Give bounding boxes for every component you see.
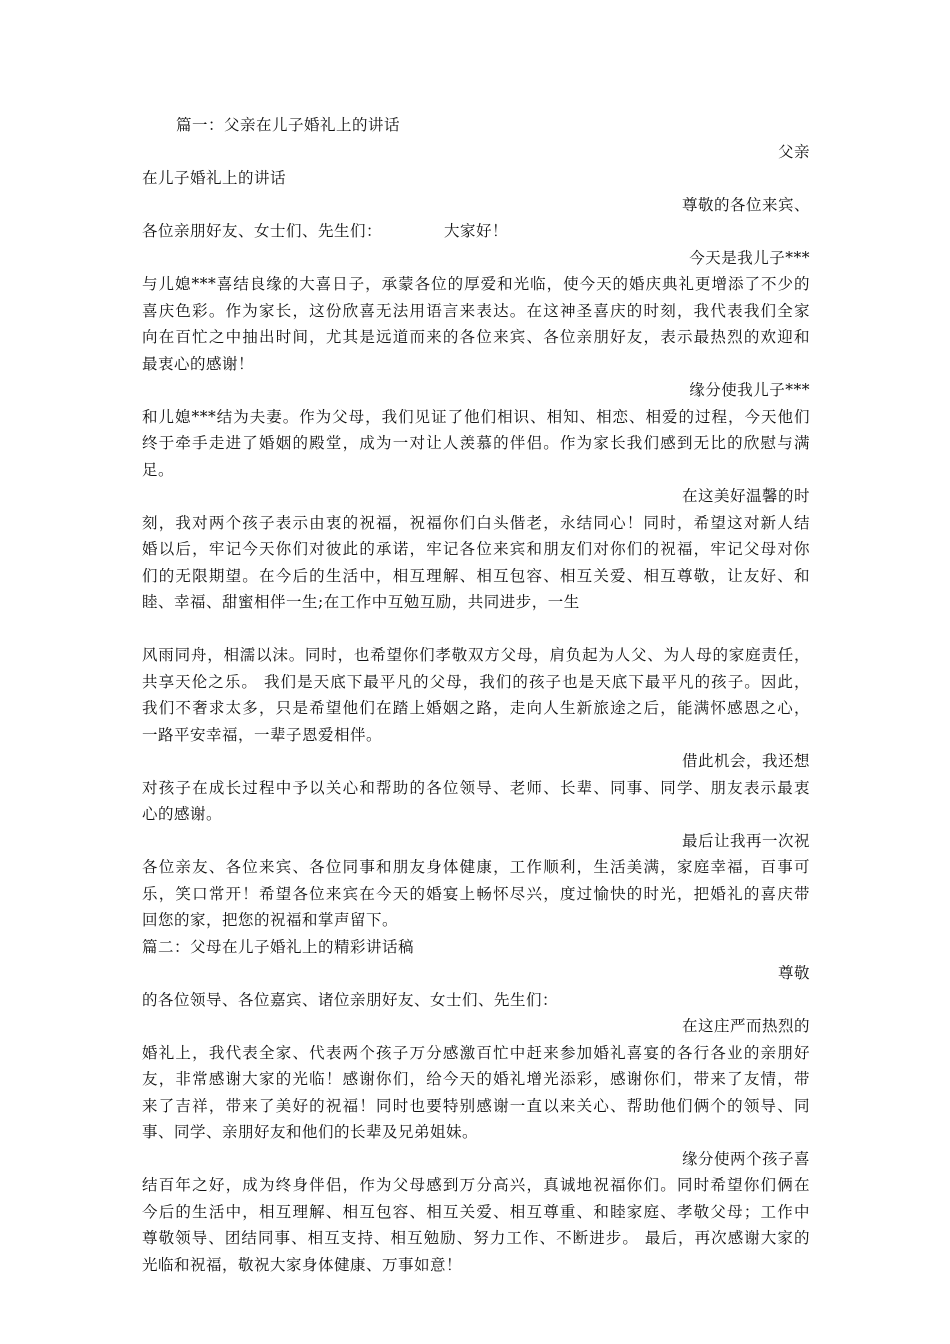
text-line: 尊敬领导、团结同事、相互支持、相互勉励、努力工作、不断进步。 最后，再次感谢大家的 xyxy=(142,1229,810,1247)
text-line: 刻，我对两个孩子表示由衷的祝福，祝福你们白头偕老，永结同心！同时，希望这对新人结 xyxy=(142,513,810,532)
text-line: 和儿媳***结为夫妻。作为父母，我们见证了他们相识、相知、相恋、相爱的过程，今天他们 xyxy=(142,407,810,426)
text-line: 足。 xyxy=(142,460,175,479)
text-line: 乐，笑口常开！希望各位来宾在今天的婚宴上畅怀尽兴，度过愉快的时光，把婚礼的喜庆带 xyxy=(142,884,810,903)
text-line: 借此机会，我还想 xyxy=(681,752,810,770)
greeting-line xyxy=(142,218,810,245)
text-line: 喜庆色彩。作为家长，这份欣喜无法用语言来表达。在这神圣喜庆的时刻，我代表我们全家 xyxy=(142,301,810,320)
text-line: 我们不奢求太多，只是希望他们在踏上婚姻之路，走向人生新旅途之后，能满怀感恩之心， xyxy=(142,699,810,717)
text-line: 与儿媳***喜结良缘的大喜日子，承蒙各位的厚爱和光临，使今天的婚庆典礼更增添了不少的 xyxy=(142,275,810,293)
text-line: 缘分使两个孩子喜 xyxy=(681,1149,810,1168)
text-line: 一路平安幸福，一辈子恩爱相伴。 xyxy=(142,725,383,744)
paragraph-gap xyxy=(142,616,810,643)
section-title: 篇二：父母在儿子婚礼上的精彩讲话稿 xyxy=(142,937,415,956)
text-line: 结百年之好，成为终身伴侣，作为父母感到万分高兴，真诚地祝福你们。同时希望你们俩在 xyxy=(142,1176,810,1194)
section-title: 篇一：父亲在儿子婚礼上的讲话 xyxy=(176,116,401,134)
text-line: 心的感谢。 xyxy=(142,805,223,823)
text-line: 在儿子婚礼上的讲话 xyxy=(142,169,287,187)
text-line: 们的无限期望。在今后的生活中，相互理解、相互包容、相互关爱、相互尊敬，让友好、和 xyxy=(142,566,810,585)
text-line: 友，非常感谢大家的光临！感谢你们，给今天的婚礼增光添彩，感谢你们，带来了友情，带 xyxy=(142,1070,810,1088)
text-line: 缘分使我儿子*** xyxy=(689,381,810,399)
text-line: 回您的家，把您的祝福和掌声留下。 xyxy=(142,911,399,929)
document-page xyxy=(142,112,810,1278)
text-line: 在这庄严而热烈的 xyxy=(681,1017,810,1035)
text-line: 终于牵手走进了婚姻的殿堂，成为一对让人羡慕的伴侣。作为家长我们感到无比的欣慰与满 xyxy=(142,434,810,452)
text-line: 来了吉祥，带来了美好的祝福！同时也要特别感谢一直以来关心、帮助他们俩个的领导、同 xyxy=(142,1096,810,1115)
text-line: 对孩子在成长过程中予以关心和帮助的各位领导、老师、长辈、同事、同学、朋友表示最衷 xyxy=(142,778,810,797)
text-line: 尊敬的各位来宾、 xyxy=(681,195,810,214)
text-line: 最后让我再一次祝 xyxy=(681,831,810,850)
text-line: 睦、幸福、甜蜜相伴一生;在工作中互勉互励，共同进步，一生 xyxy=(142,593,580,611)
text-line: 光临和祝福，敬祝大家身体健康、万事如意！ xyxy=(142,1255,463,1274)
text-line: 各位亲友、各位来宾、各位同事和朋友身体健康，工作顺利，生活美满，家庭幸福，百事可 xyxy=(142,858,810,876)
text-line: 父亲 xyxy=(777,142,810,161)
text-line: 事、同学、亲朋好友和他们的长辈及兄弟姐妹。 xyxy=(142,1123,479,1141)
text-line: 共享天伦之乐。 我们是天底下最平凡的父母，我们的孩子也是天底下最平凡的孩子。因此， xyxy=(142,672,810,691)
text-line: 婚以后，牢记今天你们对彼此的承诺，牢记各位来宾和朋友们对你们的祝福，牢记父母对你 xyxy=(142,540,810,558)
text-line: 今天是我儿子*** xyxy=(689,248,810,267)
greeting-text: 各位亲朋好友、女士们、先生们： xyxy=(142,222,383,240)
text-line: 向在百忙之中抽出时间，尤其是远道而来的各位来宾、各位亲朋好友，表示最热烈的欢迎和 xyxy=(142,328,810,346)
text-line: 的各位领导、各位嘉宾、诸位亲朋好友、女士们、先生们： xyxy=(142,990,559,1009)
text-line: 尊敬 xyxy=(777,964,810,982)
text-line: 在这美好温馨的时 xyxy=(681,487,810,505)
text-line: 今后的生活中，相互理解、相互包容、相互关爱、相互尊重、和睦家庭、孝敬父母；工作中 xyxy=(142,1202,810,1221)
text-line: 最衷心的感谢！ xyxy=(142,354,255,373)
text-line: 风雨同舟，相濡以沫。同时，也希望你们孝敬双方父母，肩负起为人父、为人母的家庭责任， xyxy=(142,646,810,664)
text-line: 婚礼上，我代表全家、代表两个孩子万分感激百忙中赶来参加婚礼喜宴的各行各业的亲朋好 xyxy=(142,1043,810,1062)
greeting-hello: 大家好！ xyxy=(444,222,509,240)
